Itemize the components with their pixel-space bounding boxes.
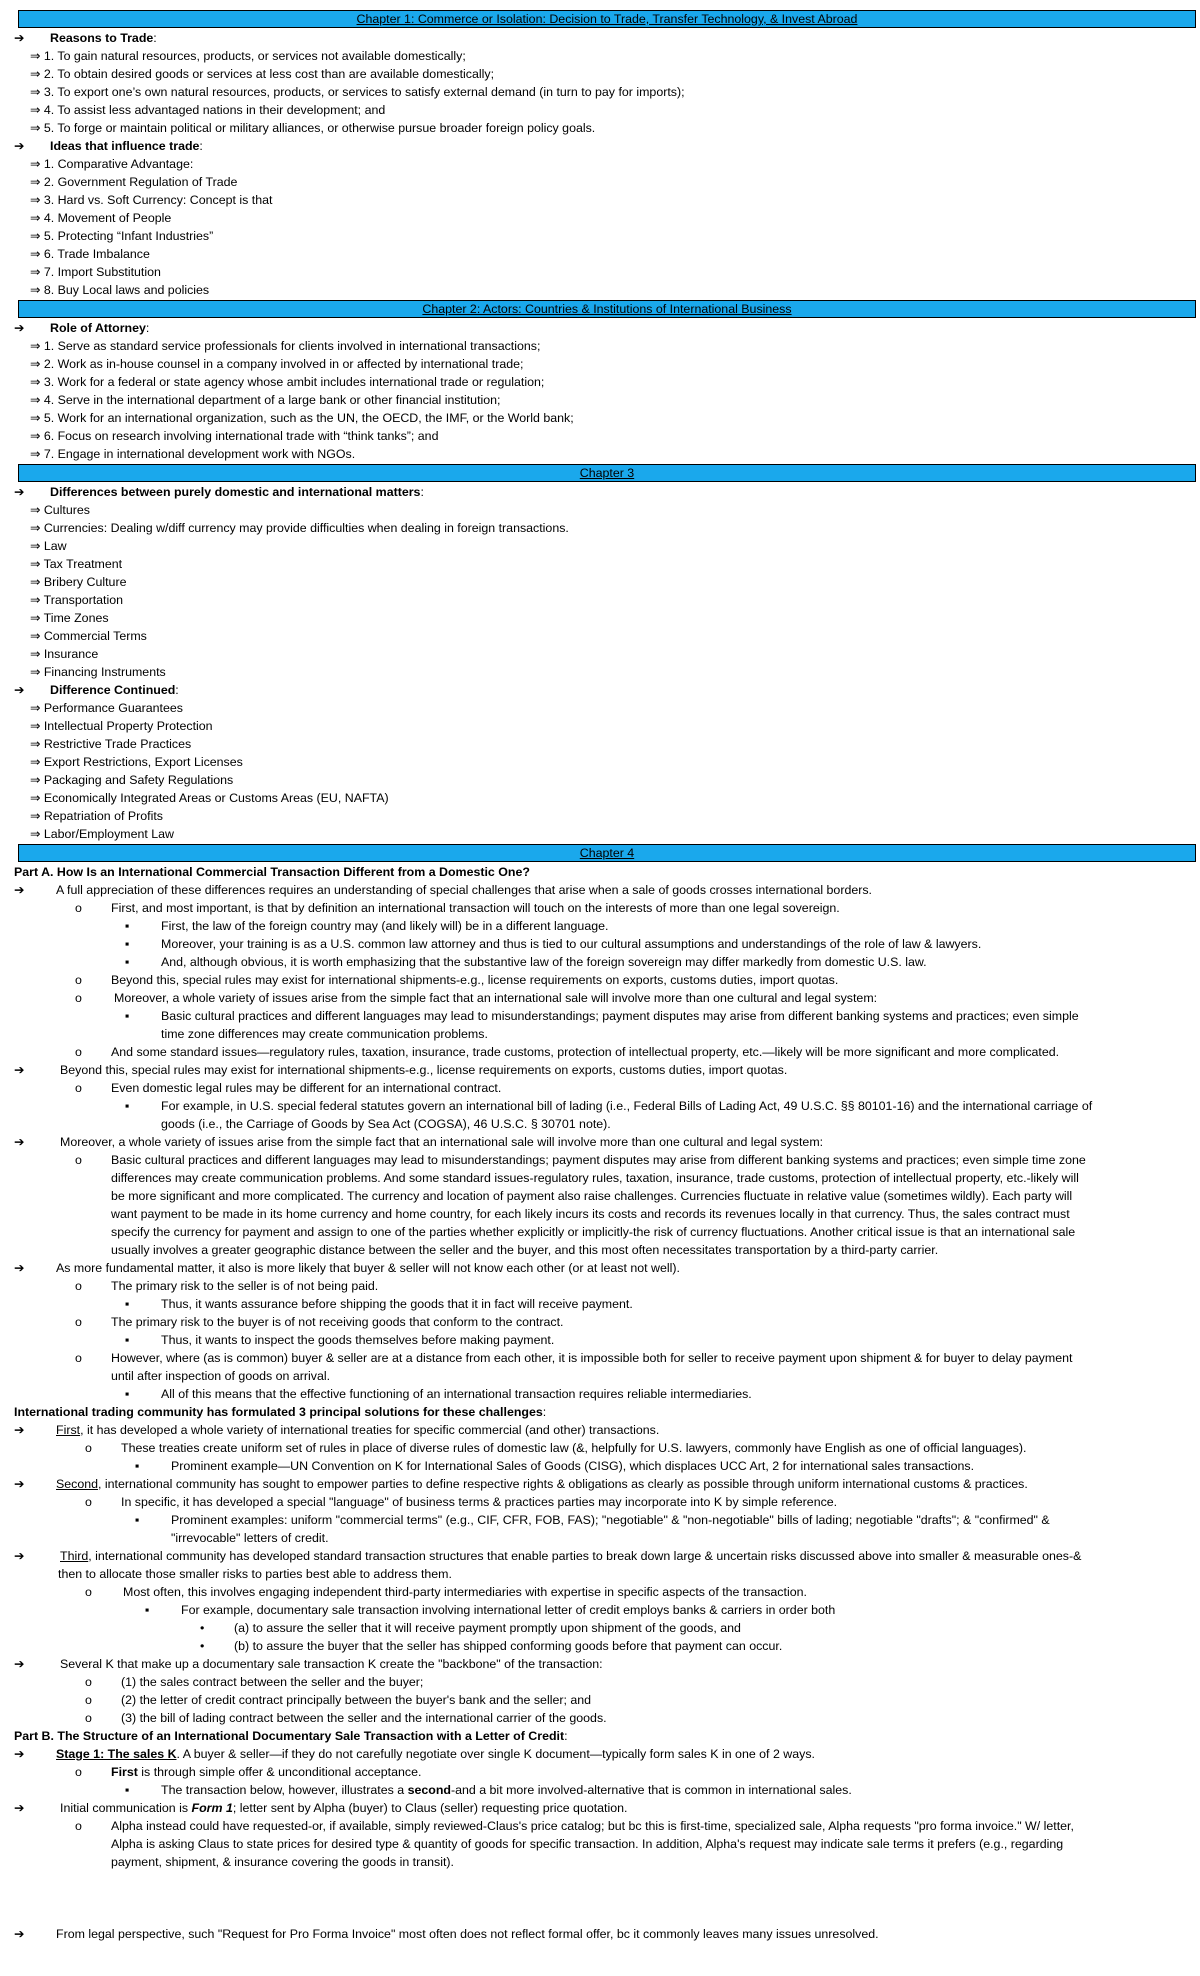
paragraph: o First, and most important, is that by definition an international transaction will touch on the interests of more than one legal sovereign. — [75, 901, 840, 915]
differences-continued-heading: ➔ Difference Continued: — [14, 683, 179, 697]
paragraph: o The primary risk to the seller is of not being paid. — [75, 1279, 379, 1293]
circle-bullet-icon: o — [85, 1441, 92, 1455]
paragraph: ➔ Second, international community has sought to empower parties to define respective rights & obligations as clearly as possible through uniform international customs & practices. — [14, 1477, 1028, 1491]
paragraph: o Even domestic legal rules may be different for an international contract. — [75, 1081, 502, 1095]
dot-bullet-icon: • — [200, 1639, 205, 1653]
paragraph: ▪ All of this means that the effective functioning of an international transaction requires reliable intermediaries. — [125, 1387, 752, 1401]
paragraph: ➔ Initial communication is Form 1; letter sent by Alpha (buyer) to Claus (seller) requesting price quotation. — [14, 1801, 628, 1815]
dot-bullet-icon: • — [200, 1621, 205, 1635]
paragraph: ➔ First, it has developed a whole variety of international treaties for specific commercial (and other) transactions. — [14, 1423, 660, 1437]
circle-bullet-icon: o — [75, 1819, 82, 1833]
square-bullet-icon: ▪ — [125, 937, 130, 951]
square-bullet-icon: ▪ — [125, 1333, 130, 1347]
list-item: ⇒ Tax Treatment — [30, 557, 123, 571]
circle-bullet-icon: o — [75, 1279, 82, 1293]
chapter-4-header — [18, 844, 1196, 862]
arrow-icon: ➔ — [14, 1549, 25, 1563]
paragraph: specify the currency for payment and assign to one of the parties whether explicitly or implicitly-the risk of currency fluctuations. Another critical issue is that an international sale — [111, 1225, 1076, 1239]
list-item: ⇒ 1. Serve as standard service professionals for clients involved in international transactions; — [30, 339, 541, 353]
paragraph: ➔ Several K that make up a documentary sale transaction K create the "backbone" of the transaction: — [14, 1657, 603, 1671]
chapter-2-header — [18, 300, 1196, 318]
list-item: ⇒ 3. Work for a federal or state agency whose ambit includes international trade or regulation; — [30, 375, 545, 389]
paragraph: ➔ A full appreciation of these differences requires an understanding of special challenges that arise when a sale of goods crosses international borders. — [14, 883, 872, 897]
list-item: ⇒ 7. Import Substitution — [30, 265, 161, 279]
arrow-icon: ➔ — [14, 139, 25, 153]
paragraph: o However, where (as is common) buyer & seller are at a distance from each other, it is impossible both for seller to receive payment upon shipment & for buyer to delay payment — [75, 1351, 1073, 1365]
paragraph: differences may create communication problems. And some standard issues-regulatory rules, taxation, insurance, trade customs, protection of intellectual property, etc.-likely will — [111, 1171, 1079, 1185]
list-item: ⇒ 5. Work for an international organization, such as the UN, the OECD, the IMF, or the World bank; — [30, 411, 574, 425]
circle-bullet-icon: o — [75, 1081, 82, 1095]
part-b-heading: Part B. The Structure of an International Documentary Sale Transaction with a Letter of Credit: — [14, 1729, 568, 1743]
paragraph: ➔ Beyond this, special rules may exist for international shipments-e.g., license requirements on exports, customs duties, import quotas. — [14, 1063, 788, 1077]
paragraph: ▪ The transaction below, however, illustrates a second-and a bit more involved-alternative that is common in international sales. — [125, 1783, 852, 1797]
paragraph: ➔ Third, international community has developed standard transaction structures that enable parties to break down large & uncertain risks discussed above into smaller & measurable ones-& — [14, 1549, 1082, 1563]
chapter-2-title: Chapter 2: Actors: Countries & Institutions of International Business — [422, 302, 792, 316]
list-item: ⇒ 6. Focus on research involving international trade with “think tanks”; and — [30, 429, 439, 443]
list-item: ⇒ 4. Movement of People — [30, 211, 172, 225]
square-bullet-icon: ▪ — [125, 1099, 130, 1113]
part-a-heading: Part A. How Is an International Commercial Transaction Different from a Domestic One? — [14, 865, 530, 879]
square-bullet-icon: ▪ — [125, 1009, 130, 1023]
list-item: ⇒ 1. To gain natural resources, products, or services not available domestically; — [30, 49, 466, 63]
circle-bullet-icon: o — [75, 1045, 82, 1059]
paragraph: o (2) the letter of credit contract principally between the buyer's bank and the seller; and — [85, 1693, 592, 1707]
paragraph: want payment to be made in its home currency and home country, for each likely incurs its costs and records its revenues locally in that currency. Thus, the sales contract must — [111, 1207, 1070, 1221]
circle-bullet-icon: o — [85, 1495, 92, 1509]
chapter-3-title: Chapter 3 — [579, 466, 635, 480]
list-item: ⇒ Cultures — [30, 503, 90, 517]
community-heading: International trading community has formulated 3 principal solutions for these challenges: — [14, 1405, 547, 1419]
paragraph: o These treaties create uniform set of rules in place of diverse rules of domestic law (&, helpfully for U.S. lawyers, commonly have English as one of official languages). — [85, 1441, 1027, 1455]
paragraph: o The primary risk to the buyer is of not receiving goods that conform to the contract. — [75, 1315, 564, 1329]
paragraph: goods (i.e., the Carriage of Goods by Sea Act (COGSA), 46 U.S.C. § 30701 note). — [161, 1117, 611, 1131]
list-item: ⇒ 2. Work as in-house counsel in a company involved in or affected by international trade; — [30, 357, 524, 371]
list-item: ⇒ Packaging and Safety Regulations — [30, 773, 234, 787]
square-bullet-icon: ▪ — [145, 1603, 150, 1617]
list-item: ⇒ 5. Protecting “Infant Industries” — [30, 229, 214, 243]
ideas-heading: ➔ Ideas that influence trade: — [14, 139, 203, 153]
paragraph: ➔ From legal perspective, such "Request for Pro Forma Invoice" most often does not reflect formal offer, bc it commonly leaves many issues unresolved. — [14, 1927, 879, 1941]
paragraph: ▪ Thus, it wants to inspect the goods themselves before making payment. — [125, 1333, 555, 1347]
list-item: ⇒ 4. To assist less advantaged nations in their development; and — [30, 103, 386, 117]
arrow-icon: ➔ — [14, 1747, 25, 1761]
list-item: ⇒ 1. Comparative Advantage: — [30, 157, 194, 171]
circle-bullet-icon: o — [85, 1675, 92, 1689]
square-bullet-icon: ▪ — [135, 1513, 140, 1527]
list-item: ⇒ Intellectual Property Protection — [30, 719, 213, 733]
list-item: ⇒ 6. Trade Imbalance — [30, 247, 150, 261]
chapter-4-title: Chapter 4 — [579, 846, 635, 860]
paragraph: be more significant and more complicated. The currency and location of payment also raise challenges. Currencies fluctuate in relative value (sometimes wildly). Each party will — [111, 1189, 1073, 1203]
arrow-icon: ➔ — [14, 1063, 25, 1077]
chapter-1-header — [18, 10, 1196, 28]
square-bullet-icon: ▪ — [135, 1459, 140, 1473]
circle-bullet-icon: o — [75, 1315, 82, 1329]
paragraph: ▪ Prominent example—UN Convention on K for International Sales of Goods (CISG), which displaces UCC Art, 2 for international sales transactions. — [135, 1459, 975, 1473]
list-item: ⇒ Time Zones — [30, 611, 109, 625]
paragraph: ▪ First, the law of the foreign country may (and likely will) be in a different language. — [125, 919, 609, 933]
list-item: ⇒ Repatriation of Profits — [30, 809, 163, 823]
arrow-icon: ➔ — [14, 485, 25, 499]
chapter-3-header — [18, 464, 1196, 482]
chapter-1-title: Chapter 1: Commerce or Isolation: Decision to Trade, Transfer Technology, & Invest Abroad — [356, 12, 858, 26]
arrow-icon: ➔ — [14, 1135, 25, 1149]
list-item: ⇒ Bribery Culture — [30, 575, 127, 589]
arrow-icon: ➔ — [14, 1423, 25, 1437]
paragraph: Alpha is asking Claus to state prices for desired type & quantity of goods for specific transaction. In addition, Alpha's request may indicate sale terms it prefers (e.g., regarding — [111, 1837, 1064, 1851]
paragraph: ➔ Stage 1: The sales K. A buyer & seller—if they do not carefully negotiate over single K document—typically form sales K in one of 2 ways. — [14, 1747, 815, 1761]
arrow-icon: ➔ — [14, 1657, 25, 1671]
paragraph: until after inspection of goods on arrival. — [111, 1369, 331, 1383]
arrow-icon: ➔ — [14, 1261, 25, 1275]
circle-bullet-icon: o — [85, 1693, 92, 1707]
square-bullet-icon: ▪ — [125, 1297, 130, 1311]
circle-bullet-icon: o — [75, 1351, 82, 1365]
arrow-icon: ➔ — [14, 883, 25, 897]
paragraph: o In specific, it has developed a special "language" of business terms & practices parties may incorporate into K by simple reference. — [85, 1495, 838, 1509]
list-item: ⇒ 2. Government Regulation of Trade — [30, 175, 238, 189]
paragraph: o Most often, this involves engaging independent third-party intermediaries with expertise in specific aspects of the transaction. — [85, 1585, 807, 1599]
arrow-icon: ➔ — [14, 321, 25, 335]
paragraph: payment, shipment, & insurance covering the goods in transit). — [111, 1855, 454, 1869]
paragraph: then to allocate those smaller risks to parties best able to address them. — [58, 1567, 452, 1581]
arrow-icon: ➔ — [14, 683, 25, 697]
list-item: ⇒ Insurance — [30, 647, 99, 661]
paragraph: • (a) to assure the seller that it will receive payment promptly upon shipment of the goods, and — [200, 1621, 741, 1635]
list-item: ⇒ Performance Guarantees — [30, 701, 183, 715]
paragraph: o First is through simple offer & unconditional acceptance. — [75, 1765, 422, 1779]
arrow-icon: ➔ — [14, 1927, 25, 1941]
paragraph: ▪ Prominent examples: uniform "commercial terms" (e.g., CIF, CFR, FOB, FAS); "negotiable" & "non-negotiable" bills of lading; negotiable "drafts"; & "confirmed" & — [135, 1513, 1050, 1527]
square-bullet-icon: ▪ — [125, 1783, 130, 1797]
list-item: ⇒ 5. To forge or maintain political or military alliances, or otherwise pursue broader foreign policy goals. — [30, 121, 596, 135]
square-bullet-icon: ▪ — [125, 1387, 130, 1401]
paragraph: ▪ Moreover, your training is as a U.S. common law attorney and thus is tied to our cultural assumptions and understandings of the role of law & lawyers. — [125, 937, 982, 951]
list-item: ⇒ Export Restrictions, Export Licenses — [30, 755, 243, 769]
arrow-icon: ➔ — [14, 31, 25, 45]
paragraph: o (3) the bill of lading contract between the seller and the international carrier of the goods. — [85, 1711, 607, 1725]
paragraph: ▪ For example, in U.S. special federal statutes govern an international bill of lading (i.e., Federal Bills of Lading Act, 49 U.S.C. §§ 80101-16) and the international carriage of — [125, 1099, 1093, 1113]
paragraph: o Beyond this, special rules may exist for international shipments-e.g., license requirements on exports, customs duties, import quotas. — [75, 973, 839, 987]
paragraph: ➔ As more fundamental matter, it also is more likely that buyer & seller will not know each other (or at least not well). — [14, 1261, 680, 1275]
list-item: ⇒ 2. To obtain desired goods or services at less cost than are available domestically; — [30, 67, 495, 81]
list-item: ⇒ Law — [30, 539, 67, 553]
paragraph: ▪ And, although obvious, it is worth emphasizing that the substantive law of the foreign sovereign may differ markedly from domestic U.S. law. — [125, 955, 927, 969]
paragraph: ▪ Thus, it wants assurance before shipping the goods that it in fact will receive payment. — [125, 1297, 633, 1311]
circle-bullet-icon: o — [85, 1711, 92, 1725]
square-bullet-icon: ▪ — [125, 955, 130, 969]
paragraph: usually involves a greater geographic distance between the seller and the buyer, and this most often necessitates transportation by a third-party carrier. — [111, 1243, 939, 1257]
paragraph: o (1) the sales contract between the seller and the buyer; — [85, 1675, 424, 1689]
list-item: ⇒ Financing Instruments — [30, 665, 166, 679]
circle-bullet-icon: o — [75, 1153, 82, 1167]
paragraph: o Alpha instead could have requested-or, if available, simply reviewed-Claus's price catalog; but bc this is first-time, specialized sale, Alpha requests "pro forma invoice." W/ letter, — [75, 1819, 1074, 1833]
list-item: ⇒ 3. To export one’s own natural resources, products, or services to satisfy external demand (in turn to pay for imports); — [30, 85, 685, 99]
list-item: ⇒ 4. Serve in the international department of a large bank or other financial institution; — [30, 393, 501, 407]
differences-heading: ➔ Differences between purely domestic and international matters: — [14, 485, 424, 499]
list-item: ⇒ Commercial Terms — [30, 629, 147, 643]
reasons-heading: ➔ Reasons to Trade: — [14, 31, 157, 45]
list-item: ⇒ Restrictive Trade Practices — [30, 737, 192, 751]
paragraph: ▪ Basic cultural practices and different languages may lead to misunderstandings; payment disputes may arise from different banking systems and practices; even simple — [125, 1009, 1079, 1023]
list-item: ⇒ Transportation — [30, 593, 124, 607]
list-item: ⇒ 7. Engage in international development work with NGOs. — [30, 447, 356, 461]
arrow-icon: ➔ — [14, 1801, 25, 1815]
square-bullet-icon: ▪ — [125, 919, 130, 933]
list-item: ⇒ 3. Hard vs. Soft Currency: Concept is that — [30, 193, 273, 207]
paragraph: • (b) to assure the buyer that the seller has shipped conforming goods before that payment can occur. — [200, 1639, 783, 1653]
list-item: ⇒ Economically Integrated Areas or Customs Areas (EU, NAFTA) — [30, 791, 389, 805]
list-item: ⇒ 8. Buy Local laws and policies — [30, 283, 210, 297]
circle-bullet-icon: o — [85, 1585, 92, 1599]
paragraph: "irrevocable" letters of credit. — [171, 1531, 329, 1545]
circle-bullet-icon: o — [75, 1765, 82, 1779]
role-heading: ➔ Role of Attorney: — [14, 321, 150, 335]
list-item: ⇒ Labor/Employment Law — [30, 827, 174, 841]
paragraph: o Moreover, a whole variety of issues arise from the simple fact that an international sale will involve more than one cultural and legal system: — [75, 991, 878, 1005]
paragraph: o And some standard issues—regulatory rules, taxation, insurance, trade customs, protection of intellectual property, etc.—likely will be more significant and more complicated. — [75, 1045, 1060, 1059]
paragraph: o Basic cultural practices and different languages may lead to misunderstandings; payment disputes may arise from different banking systems and practices; even simple time zone — [75, 1153, 1086, 1167]
paragraph: ➔ Moreover, a whole variety of issues arise from the simple fact that an international sale will involve more than one cultural and legal system: — [14, 1135, 824, 1149]
circle-bullet-icon: o — [75, 973, 82, 987]
paragraph: time zone differences may create communication problems. — [161, 1027, 488, 1041]
circle-bullet-icon: o — [75, 901, 82, 915]
circle-bullet-icon: o — [75, 991, 82, 1005]
paragraph: ▪ For example, documentary sale transaction involving international letter of credit employs banks & carriers in order both — [145, 1603, 836, 1617]
arrow-icon: ➔ — [14, 1477, 25, 1491]
list-item: ⇒ Currencies: Dealing w/diff currency may provide difficulties when dealing in foreign transactions. — [30, 521, 569, 535]
